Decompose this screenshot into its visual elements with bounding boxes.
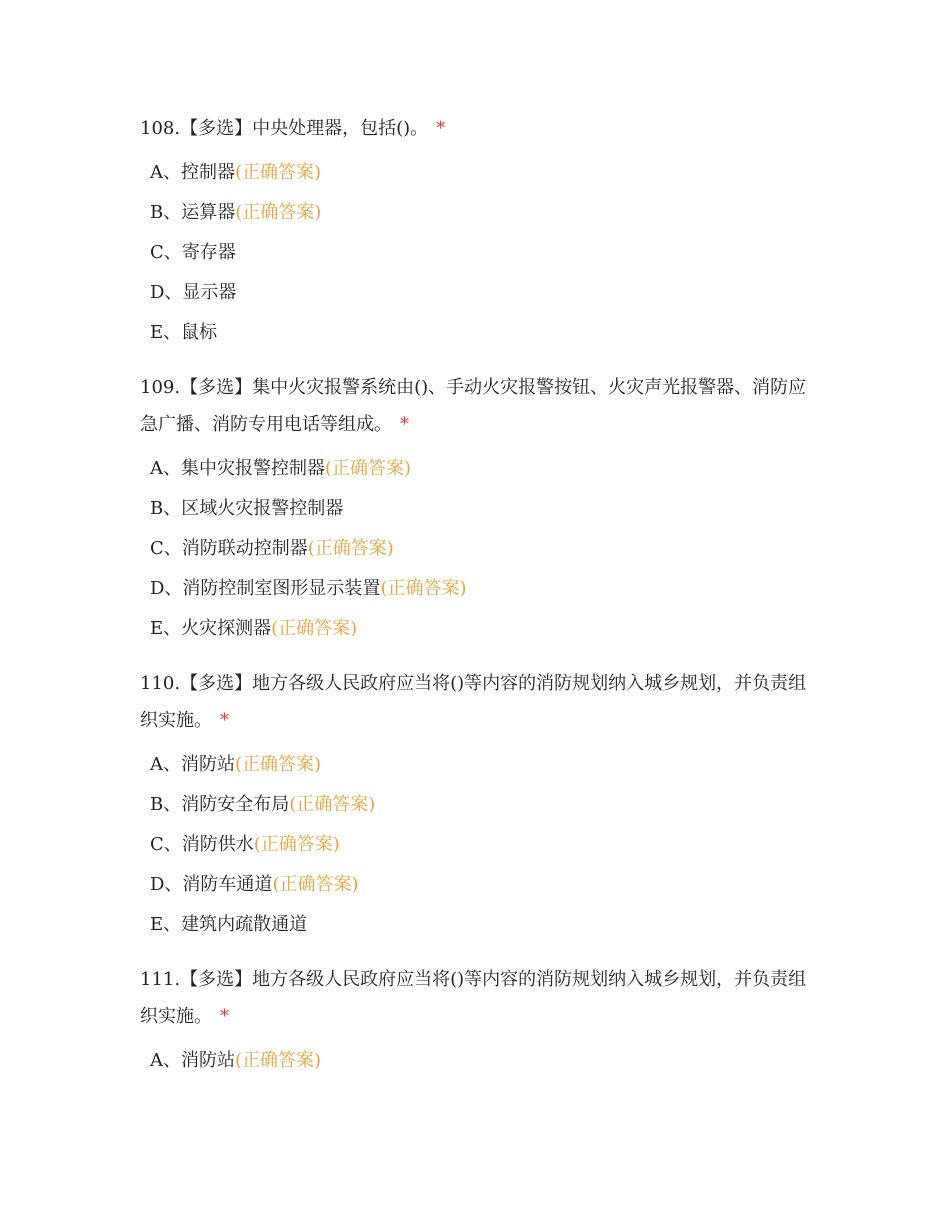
option-b[interactable] [140, 489, 810, 529]
correct-answer-tag: (正确答案) [272, 874, 359, 895]
question-title [140, 369, 810, 443]
option-d[interactable] [140, 569, 810, 609]
correct-answer-tag: (正确答案) [235, 1050, 322, 1071]
option-text: A、集中灾报警控制器 [150, 458, 325, 479]
question-title [140, 665, 810, 739]
option-text: B、运算器 [150, 202, 236, 223]
option-c[interactable] [140, 233, 810, 273]
option-text: D、消防车通道 [150, 874, 273, 895]
option-d[interactable] [140, 865, 810, 905]
question-109 [140, 369, 810, 649]
option-a[interactable] [140, 153, 810, 193]
question-title [140, 110, 810, 147]
option-a[interactable] [140, 449, 810, 489]
option-a[interactable] [140, 745, 810, 785]
question-111 [140, 961, 810, 1081]
option-text: A、控制器 [150, 162, 235, 183]
option-text: E、鼠标 [150, 322, 218, 343]
option-c[interactable] [140, 529, 810, 569]
option-e[interactable] [140, 905, 810, 945]
correct-answer-tag: (正确答案) [235, 754, 322, 775]
option-text: A、消防站 [150, 1050, 235, 1071]
option-b[interactable] [140, 193, 810, 233]
correct-answer-tag: (正确答案) [380, 578, 467, 599]
option-text: D、显示器 [150, 282, 237, 303]
option-text: B、消防安全布局 [150, 794, 290, 815]
option-e[interactable] [140, 313, 810, 353]
option-text: C、消防联动控制器 [150, 538, 308, 559]
option-text: E、建筑内疏散通道 [150, 914, 308, 935]
question-title [140, 961, 810, 1035]
correct-answer-tag: (正确答案) [271, 618, 358, 639]
question-text: 111.【多选】地方各级人民政府应当将()等内容的消防规划纳入城乡规划，并负责组织实施。 [140, 969, 807, 1027]
required-star: * [436, 118, 446, 139]
correct-answer-tag: (正确答案) [235, 162, 322, 183]
correct-answer-tag: (正确答案) [235, 202, 322, 223]
question-text: 109.【多选】集中火灾报警系统由()、手动火灾报警按钮、火灾声光报警器、消防应急广播、消防专用电话等组成。 [140, 377, 807, 435]
option-d[interactable] [140, 273, 810, 313]
option-text: C、消防供水 [150, 834, 254, 855]
option-text: C、寄存器 [150, 242, 236, 263]
option-c[interactable] [140, 825, 810, 865]
option-text: A、消防站 [150, 754, 235, 775]
question-text: 110.【多选】地方各级人民政府应当将()等内容的消防规划纳入城乡规划，并负责组织实施。 [140, 673, 807, 731]
required-star: * [220, 1006, 229, 1027]
correct-answer-tag: (正确答案) [325, 458, 412, 479]
question-108 [140, 110, 810, 353]
correct-answer-tag: (正确答案) [289, 794, 376, 815]
option-e[interactable] [140, 609, 810, 649]
question-list [140, 110, 810, 1097]
correct-answer-tag: (正确答案) [307, 538, 394, 559]
option-text: D、消防控制室图形显示装置 [150, 578, 381, 599]
required-star: * [400, 414, 409, 435]
question-text: 108.【多选】中央处理器，包括()。 [140, 118, 429, 139]
option-text: B、区域火灾报警控制器 [150, 498, 344, 519]
required-star: * [220, 710, 229, 731]
option-a[interactable] [140, 1041, 810, 1081]
option-b[interactable] [140, 785, 810, 825]
question-110 [140, 665, 810, 945]
option-text: E、火灾探测器 [150, 618, 272, 639]
correct-answer-tag: (正确答案) [253, 834, 340, 855]
